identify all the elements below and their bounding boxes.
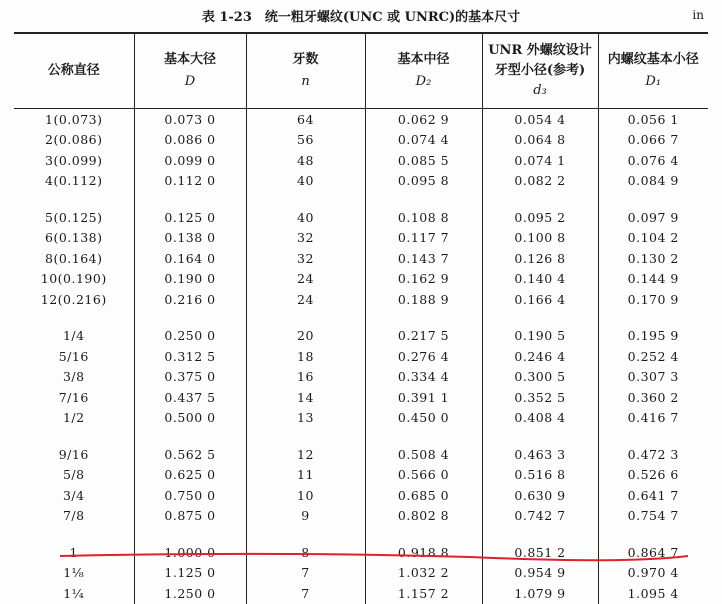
cell-unr-minor-diameter: 0.246 4	[482, 346, 598, 367]
cell-major-diameter: 1.125 0	[134, 563, 246, 584]
table-row	[14, 150, 708, 171]
cell-major-diameter: 0.500 0	[134, 408, 246, 429]
cell-pitch-diameter: 0.217 5	[365, 326, 482, 347]
table-row	[14, 506, 708, 527]
cell-threads: 40	[246, 171, 365, 192]
cell-threads: 7	[246, 563, 365, 584]
header-label: 基本大径	[163, 52, 216, 67]
cell-major-diameter: 0.190 0	[134, 269, 246, 290]
cell-internal-minor-diameter: 1.095 4	[598, 583, 708, 604]
cell-unr-minor-diameter: 0.095 2	[482, 207, 598, 228]
table-row	[14, 444, 708, 465]
spacer-cell	[14, 428, 134, 444]
group-spacer	[14, 526, 708, 542]
spacer-cell	[246, 526, 365, 542]
cell-pitch-diameter: 0.062 9	[365, 109, 482, 130]
cell-pitch-diameter: 0.085 5	[365, 150, 482, 171]
cell-pitch-diameter: 0.685 0	[365, 485, 482, 506]
header-symbol: D₂	[415, 74, 432, 89]
cell-unr-minor-diameter: 0.954 9	[482, 563, 598, 584]
cell-internal-minor-diameter: 0.076 4	[598, 150, 708, 171]
cell-major-diameter: 0.437 5	[134, 387, 246, 408]
spacer-cell	[134, 526, 246, 542]
cell-pitch-diameter: 0.143 7	[365, 248, 482, 269]
cell-nominal-diameter: 3/8	[14, 367, 134, 388]
header-internal-minor-diameter	[598, 33, 708, 109]
table-row	[14, 228, 708, 249]
cell-nominal-diameter: 5/8	[14, 465, 134, 486]
cell-unr-minor-diameter: 0.742 7	[482, 506, 598, 527]
cell-threads: 18	[246, 346, 365, 367]
cell-major-diameter: 0.875 0	[134, 506, 246, 527]
cell-internal-minor-diameter: 0.144 9	[598, 269, 708, 290]
cell-nominal-diameter: 5/16	[14, 346, 134, 367]
cell-threads: 24	[246, 269, 365, 290]
cell-nominal-diameter: 10(0.190)	[14, 269, 134, 290]
table-row	[14, 408, 708, 429]
cell-threads: 7	[246, 583, 365, 604]
cell-unr-minor-diameter: 0.516 8	[482, 465, 598, 486]
spacer-cell	[14, 526, 134, 542]
cell-threads: 32	[246, 248, 365, 269]
header-pitch-diameter	[365, 33, 482, 109]
cell-unr-minor-diameter: 0.408 4	[482, 408, 598, 429]
header-row	[14, 33, 708, 109]
cell-internal-minor-diameter: 0.056 1	[598, 109, 708, 130]
table-row	[14, 465, 708, 486]
table-row	[14, 248, 708, 269]
header-label: 牙数	[292, 52, 319, 67]
cell-major-diameter: 0.073 0	[134, 109, 246, 130]
cell-internal-minor-diameter: 0.641 7	[598, 485, 708, 506]
cell-nominal-diameter: 5(0.125)	[14, 207, 134, 228]
cell-major-diameter: 0.086 0	[134, 130, 246, 151]
cell-threads: 40	[246, 207, 365, 228]
cell-pitch-diameter: 0.802 8	[365, 506, 482, 527]
spacer-cell	[365, 428, 482, 444]
spacer-cell	[246, 191, 365, 207]
group-spacer	[14, 191, 708, 207]
spacer-cell	[598, 191, 708, 207]
table-row	[14, 387, 708, 408]
thread-dimension-table	[14, 32, 708, 604]
table-row	[14, 326, 708, 347]
cell-threads: 11	[246, 465, 365, 486]
spacer-cell	[14, 310, 134, 326]
cell-internal-minor-diameter: 0.472 3	[598, 444, 708, 465]
cell-pitch-diameter: 0.095 8	[365, 171, 482, 192]
header-threads	[246, 33, 365, 109]
spacer-cell	[134, 191, 246, 207]
cell-major-diameter: 0.138 0	[134, 228, 246, 249]
spacer-cell	[482, 526, 598, 542]
cell-major-diameter: 0.125 0	[134, 207, 246, 228]
cell-internal-minor-diameter: 0.526 6	[598, 465, 708, 486]
group-spacer	[14, 428, 708, 444]
cell-unr-minor-diameter: 0.082 2	[482, 171, 598, 192]
table-row	[14, 346, 708, 367]
cell-major-diameter: 0.312 5	[134, 346, 246, 367]
cell-internal-minor-diameter: 0.416 7	[598, 408, 708, 429]
cell-pitch-diameter: 0.074 4	[365, 130, 482, 151]
spacer-cell	[246, 428, 365, 444]
header-symbol: D₁	[645, 74, 662, 89]
cell-nominal-diameter: 3/4	[14, 485, 134, 506]
spacer-cell	[598, 526, 708, 542]
cell-unr-minor-diameter: 0.054 4	[482, 109, 598, 130]
table-row	[14, 563, 708, 584]
cell-nominal-diameter: 1(0.073)	[14, 109, 134, 130]
header-unr-minor-diameter	[482, 33, 598, 109]
cell-major-diameter: 0.375 0	[134, 367, 246, 388]
header-label: UNR 外螺纹设计牙型小径(参考)	[488, 43, 592, 78]
cell-nominal-diameter: 8(0.164)	[14, 248, 134, 269]
cell-threads: 9	[246, 506, 365, 527]
header-symbol: n	[301, 74, 310, 89]
spacer-cell	[365, 526, 482, 542]
cell-major-diameter: 0.562 5	[134, 444, 246, 465]
cell-threads: 64	[246, 109, 365, 130]
cell-threads: 8	[246, 542, 365, 563]
spacer-cell	[598, 310, 708, 326]
table-row	[14, 485, 708, 506]
cell-major-diameter: 1.250 0	[134, 583, 246, 604]
cell-pitch-diameter: 1.157 2	[365, 583, 482, 604]
table-row	[14, 130, 708, 151]
cell-unr-minor-diameter: 0.166 4	[482, 289, 598, 310]
cell-internal-minor-diameter: 0.754 7	[598, 506, 708, 527]
header-symbol: d₃	[533, 83, 547, 98]
cell-major-diameter: 0.216 0	[134, 289, 246, 310]
cell-unr-minor-diameter: 0.851 2	[482, 542, 598, 563]
cell-internal-minor-diameter: 0.104 2	[598, 228, 708, 249]
cell-internal-minor-diameter: 0.097 9	[598, 207, 708, 228]
cell-nominal-diameter: 9/16	[14, 444, 134, 465]
table-title: 表 1-23 统一粗牙螺纹(UNC 或 UNRC)的基本尺寸	[201, 10, 521, 25]
cell-pitch-diameter: 0.391 1	[365, 387, 482, 408]
cell-threads: 32	[246, 228, 365, 249]
spacer-cell	[134, 310, 246, 326]
spacer-cell	[482, 191, 598, 207]
cell-nominal-diameter: 6(0.138)	[14, 228, 134, 249]
cell-major-diameter: 0.099 0	[134, 150, 246, 171]
cell-unr-minor-diameter: 0.074 1	[482, 150, 598, 171]
cell-major-diameter: 0.164 0	[134, 248, 246, 269]
header-label: 公称直径	[47, 63, 100, 78]
header-major-diameter	[134, 33, 246, 109]
cell-internal-minor-diameter: 0.252 4	[598, 346, 708, 367]
table-row	[14, 171, 708, 192]
header-label: 基本中径	[397, 52, 450, 67]
cell-threads: 16	[246, 367, 365, 388]
header-label: 内螺纹基本小径	[607, 52, 699, 67]
cell-nominal-diameter: 1	[14, 542, 134, 563]
unit-label: in	[692, 8, 704, 22]
cell-unr-minor-diameter: 0.126 8	[482, 248, 598, 269]
spacer-cell	[482, 428, 598, 444]
cell-nominal-diameter: 12(0.216)	[14, 289, 134, 310]
cell-unr-minor-diameter: 0.630 9	[482, 485, 598, 506]
cell-unr-minor-diameter: 0.190 5	[482, 326, 598, 347]
spacer-cell	[246, 310, 365, 326]
cell-internal-minor-diameter: 0.170 9	[598, 289, 708, 310]
cell-pitch-diameter: 0.450 0	[365, 408, 482, 429]
cell-internal-minor-diameter: 0.084 9	[598, 171, 708, 192]
cell-pitch-diameter: 0.918 8	[365, 542, 482, 563]
cell-internal-minor-diameter: 0.360 2	[598, 387, 708, 408]
header-symbol: D	[184, 74, 196, 89]
cell-pitch-diameter: 0.188 9	[365, 289, 482, 310]
spacer-cell	[365, 191, 482, 207]
cell-unr-minor-diameter: 1.079 9	[482, 583, 598, 604]
cell-threads: 12	[246, 444, 365, 465]
cell-internal-minor-diameter: 0.970 4	[598, 563, 708, 584]
cell-internal-minor-diameter: 0.195 9	[598, 326, 708, 347]
cell-threads: 24	[246, 289, 365, 310]
cell-internal-minor-diameter: 0.307 3	[598, 367, 708, 388]
cell-nominal-diameter: 2(0.086)	[14, 130, 134, 151]
cell-threads: 48	[246, 150, 365, 171]
spacer-cell	[365, 310, 482, 326]
cell-nominal-diameter: 4(0.112)	[14, 171, 134, 192]
cell-unr-minor-diameter: 0.100 8	[482, 228, 598, 249]
cell-threads: 56	[246, 130, 365, 151]
cell-major-diameter: 0.112 0	[134, 171, 246, 192]
table-row	[14, 367, 708, 388]
spacer-cell	[482, 310, 598, 326]
cell-pitch-diameter: 0.162 9	[365, 269, 482, 290]
cell-pitch-diameter: 1.032 2	[365, 563, 482, 584]
cell-threads: 13	[246, 408, 365, 429]
cell-nominal-diameter: 3(0.099)	[14, 150, 134, 171]
cell-pitch-diameter: 0.108 8	[365, 207, 482, 228]
cell-nominal-diameter: 7/8	[14, 506, 134, 527]
cell-internal-minor-diameter: 0.864 7	[598, 542, 708, 563]
cell-nominal-diameter: 1/2	[14, 408, 134, 429]
cell-major-diameter: 0.750 0	[134, 485, 246, 506]
cell-pitch-diameter: 0.508 4	[365, 444, 482, 465]
cell-unr-minor-diameter: 0.352 5	[482, 387, 598, 408]
cell-unr-minor-diameter: 0.064 8	[482, 130, 598, 151]
cell-nominal-diameter: 1/4	[14, 326, 134, 347]
table-row	[14, 289, 708, 310]
cell-pitch-diameter: 0.276 4	[365, 346, 482, 367]
table-row	[14, 542, 708, 563]
table-row	[14, 207, 708, 228]
table-row	[14, 583, 708, 604]
spacer-cell	[14, 191, 134, 207]
cell-major-diameter: 1.000 0	[134, 542, 246, 563]
cell-unr-minor-diameter: 0.463 3	[482, 444, 598, 465]
group-spacer	[14, 310, 708, 326]
table-row	[14, 109, 708, 130]
cell-threads: 10	[246, 485, 365, 506]
cell-pitch-diameter: 0.117 7	[365, 228, 482, 249]
spacer-cell	[598, 428, 708, 444]
cell-threads: 20	[246, 326, 365, 347]
header-nominal-diameter	[14, 33, 134, 109]
cell-nominal-diameter: 1¼	[14, 583, 134, 604]
cell-pitch-diameter: 0.566 0	[365, 465, 482, 486]
cell-unr-minor-diameter: 0.140 4	[482, 269, 598, 290]
cell-internal-minor-diameter: 0.130 2	[598, 248, 708, 269]
cell-major-diameter: 0.250 0	[134, 326, 246, 347]
cell-nominal-diameter: 1⅛	[14, 563, 134, 584]
cell-major-diameter: 0.625 0	[134, 465, 246, 486]
cell-nominal-diameter: 7/16	[14, 387, 134, 408]
cell-threads: 14	[246, 387, 365, 408]
spacer-cell	[134, 428, 246, 444]
cell-pitch-diameter: 0.334 4	[365, 367, 482, 388]
cell-unr-minor-diameter: 0.300 5	[482, 367, 598, 388]
table-row	[14, 269, 708, 290]
cell-internal-minor-diameter: 0.066 7	[598, 130, 708, 151]
